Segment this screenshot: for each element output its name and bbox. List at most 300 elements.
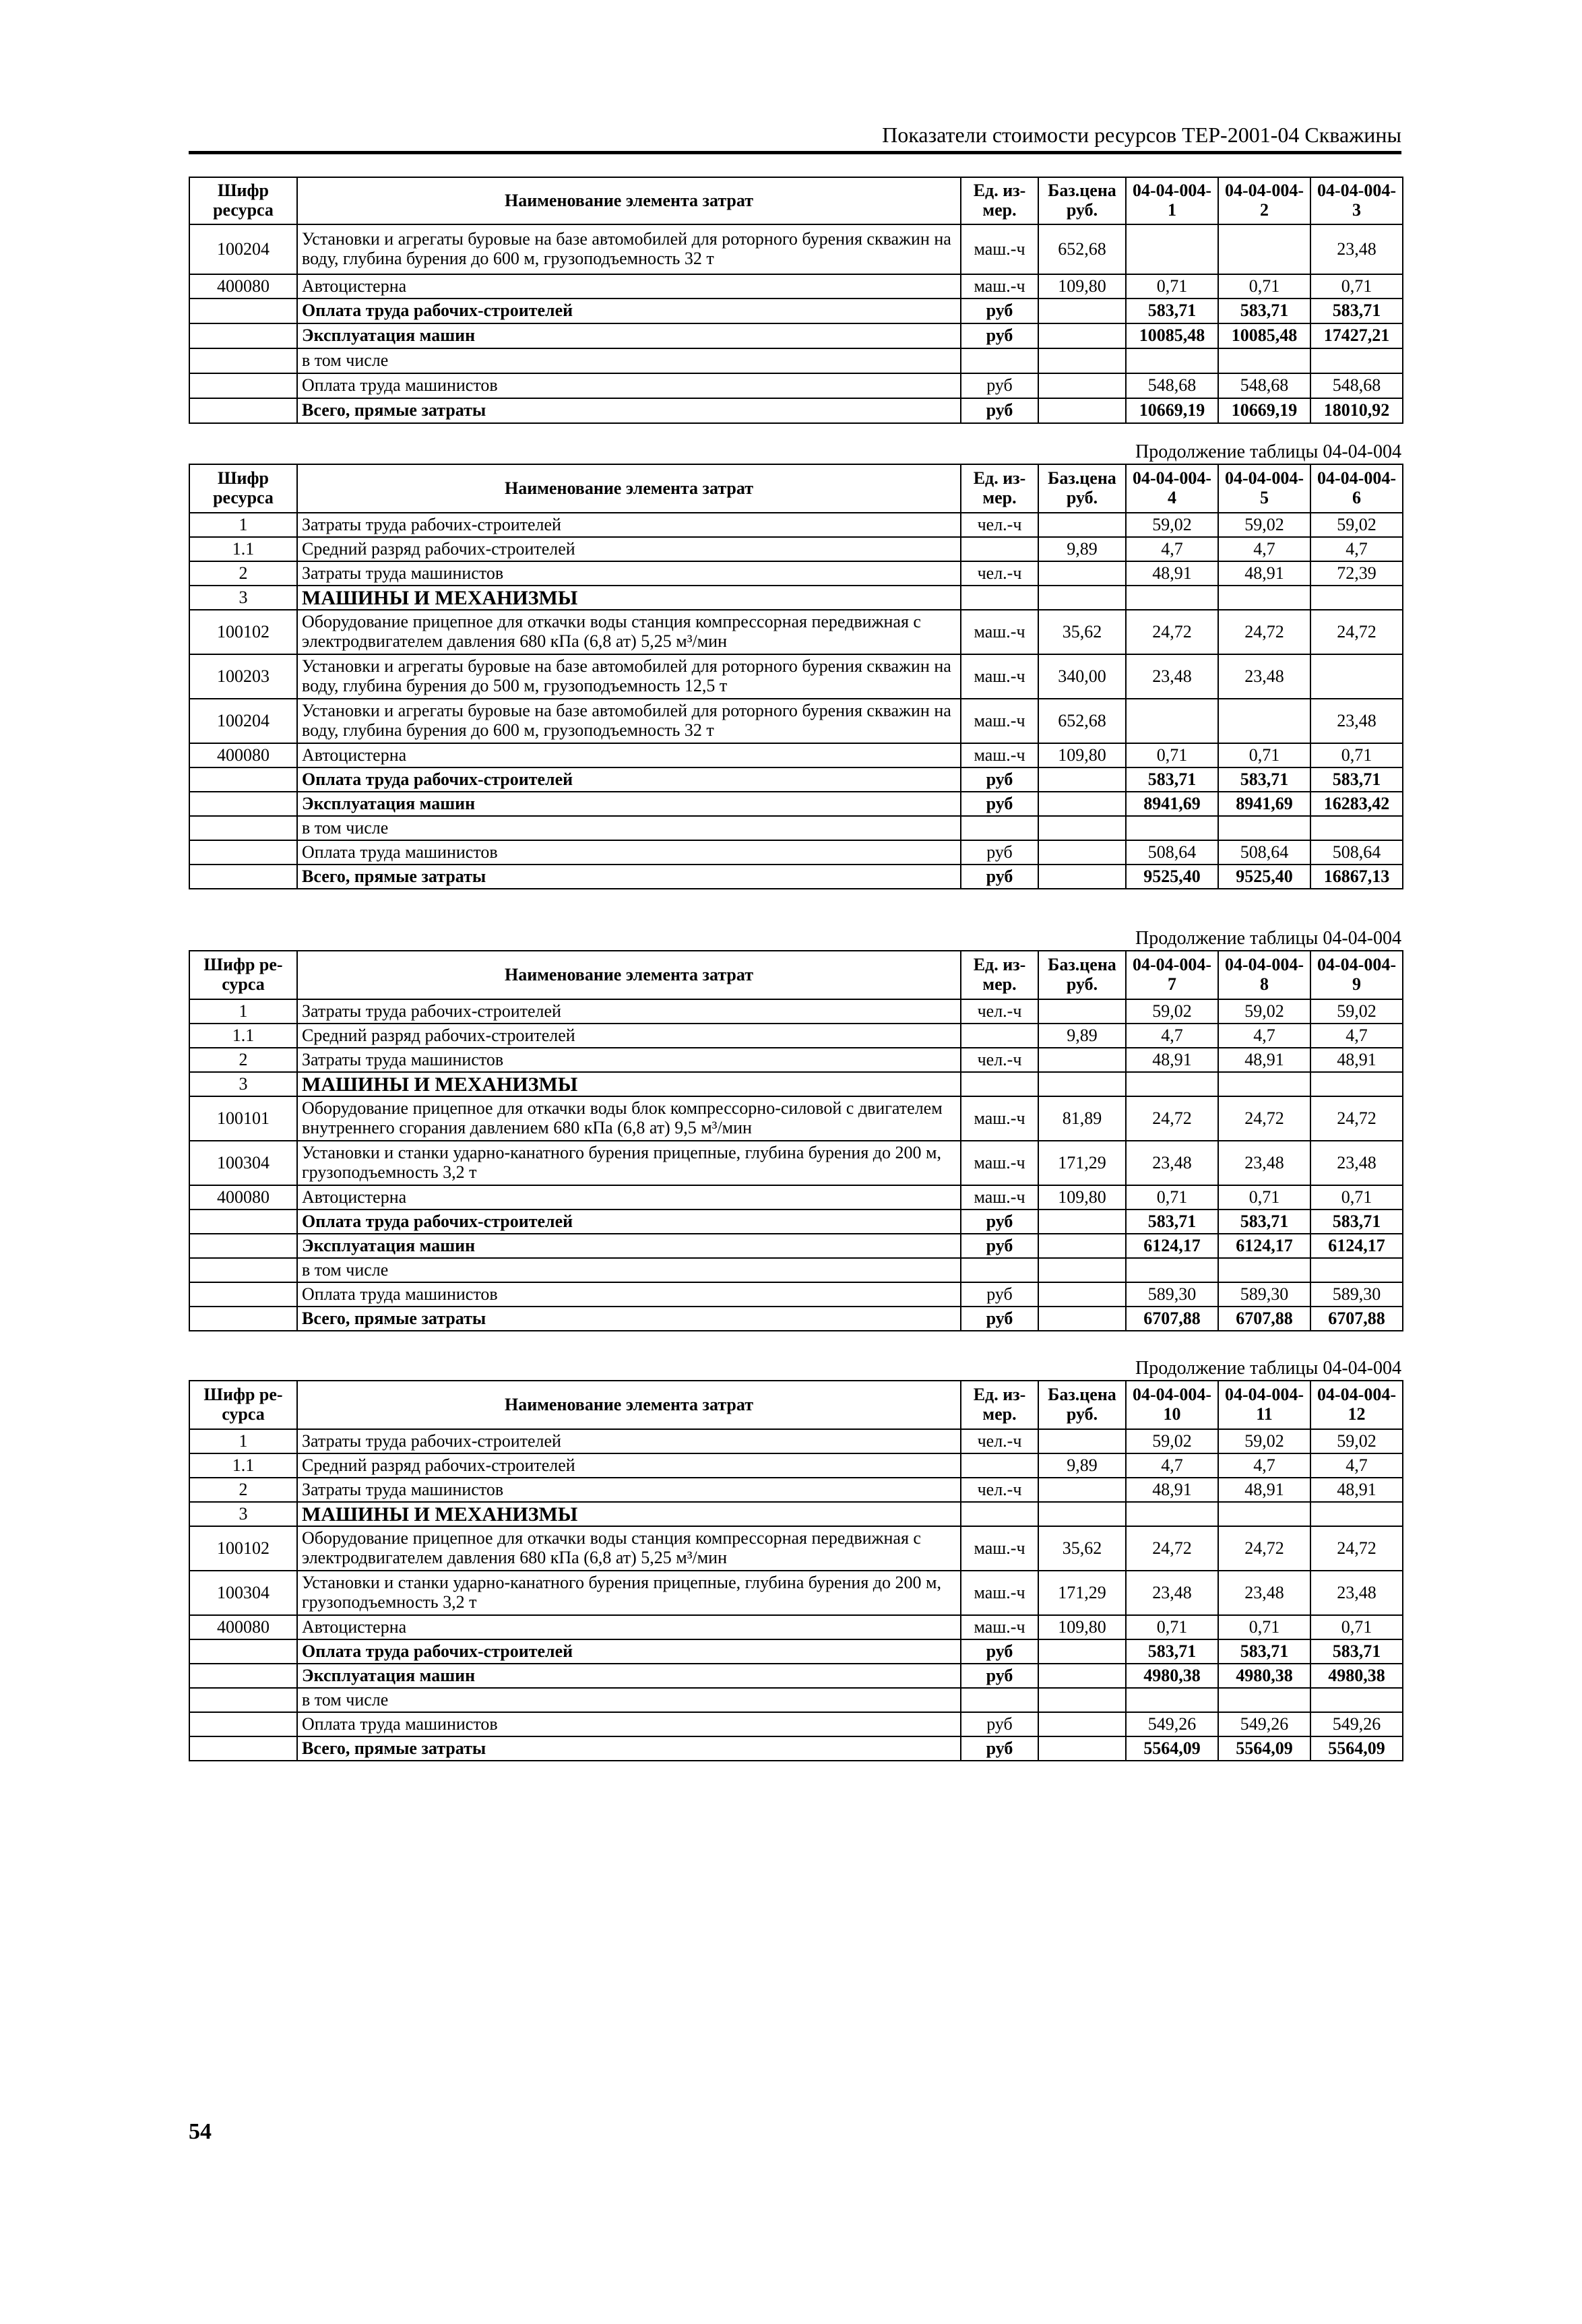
cell-name: МАШИНЫ И МЕХАНИЗМЫ xyxy=(297,1502,961,1526)
cell-value-3: 23,48 xyxy=(1310,699,1403,743)
cell-value-2: 23,48 xyxy=(1218,654,1310,699)
cell-value-3 xyxy=(1310,816,1403,840)
cell-value-1: 9525,40 xyxy=(1126,865,1218,889)
cell-price xyxy=(1038,865,1126,889)
cell-price: 652,68 xyxy=(1038,224,1126,274)
cell-unit: чел.-ч xyxy=(961,999,1038,1024)
table-row xyxy=(189,1571,1403,1615)
cell-value-1 xyxy=(1126,1072,1218,1096)
cell-code xyxy=(189,767,297,792)
cell-value-1: 59,02 xyxy=(1126,1429,1218,1453)
header-code: Шифр ресурса xyxy=(189,464,297,513)
cell-name: Установки и агрегаты буровые на базе автомобилей для роторного бурения скважин на воду, глубина бурения до 500 м, грузоподъемность 12,5 т xyxy=(297,654,961,699)
cell-value-1 xyxy=(1126,224,1218,274)
cell-value-1: 24,72 xyxy=(1126,610,1218,654)
cell-value-2: 4980,38 xyxy=(1218,1664,1310,1688)
cell-code: 100204 xyxy=(189,699,297,743)
cell-code: 400080 xyxy=(189,274,297,299)
table-row xyxy=(189,1478,1403,1502)
cell-price: 81,89 xyxy=(1038,1096,1126,1141)
cell-name: Автоцистерна xyxy=(297,743,961,767)
cell-name: Затраты труда рабочих-строителей xyxy=(297,513,961,537)
cell-value-2: 59,02 xyxy=(1218,999,1310,1024)
cell-value-1: 583,71 xyxy=(1126,1639,1218,1664)
table-row xyxy=(189,1282,1403,1307)
cell-code xyxy=(189,1234,297,1258)
cell-unit: маш.-ч xyxy=(961,743,1038,767)
cell-unit: маш.-ч xyxy=(961,1526,1038,1571)
header-row xyxy=(189,177,1403,224)
header-name: Наименование элемента затрат xyxy=(297,464,961,513)
cell-unit xyxy=(961,537,1038,561)
cell-value-3 xyxy=(1310,1258,1403,1282)
cell-unit: маш.-ч xyxy=(961,699,1038,743)
table-row xyxy=(189,999,1403,1024)
table-row xyxy=(189,1096,1403,1141)
cell-value-2: 59,02 xyxy=(1218,1429,1310,1453)
cell-price xyxy=(1038,1258,1126,1282)
cell-price xyxy=(1038,1210,1126,1234)
cell-value-1: 23,48 xyxy=(1126,654,1218,699)
cell-value-3: 548,68 xyxy=(1310,373,1403,398)
cell-code: 100102 xyxy=(189,1526,297,1571)
cell-name: Всего, прямые затраты xyxy=(297,1307,961,1331)
cell-code xyxy=(189,1210,297,1234)
cell-code: 2 xyxy=(189,1048,297,1072)
cell-value-2: 4,7 xyxy=(1218,1453,1310,1478)
header-col-2: 04-04-004-8 xyxy=(1218,951,1310,999)
cell-value-2 xyxy=(1218,1072,1310,1096)
cell-value-2: 5564,09 xyxy=(1218,1736,1310,1761)
cell-price xyxy=(1038,1664,1126,1688)
cell-value-2: 10085,48 xyxy=(1218,323,1310,348)
cell-price xyxy=(1038,323,1126,348)
cell-value-3 xyxy=(1310,348,1403,373)
cell-name: Оплата труда рабочих-строителей xyxy=(297,1210,961,1234)
cell-code: 100304 xyxy=(189,1141,297,1185)
cell-value-2 xyxy=(1218,816,1310,840)
cell-price: 109,80 xyxy=(1038,1615,1126,1639)
cell-name: в том числе xyxy=(297,348,961,373)
cell-value-3: 23,48 xyxy=(1310,1141,1403,1185)
cell-value-1 xyxy=(1126,1258,1218,1282)
cell-unit: чел.-ч xyxy=(961,561,1038,586)
header-unit: Ед. из-мер. xyxy=(961,951,1038,999)
cell-price: 171,29 xyxy=(1038,1571,1126,1615)
continuation-label: Продолжение таблицы 04-04-004 xyxy=(1135,441,1401,462)
header-col-1: 04-04-004-4 xyxy=(1126,464,1218,513)
cell-value-2: 0,71 xyxy=(1218,743,1310,767)
cell-price xyxy=(1038,999,1126,1024)
cell-value-2: 48,91 xyxy=(1218,1048,1310,1072)
header-price: Баз.цена руб. xyxy=(1038,177,1126,224)
cell-value-2: 583,71 xyxy=(1218,1639,1310,1664)
cell-price xyxy=(1038,348,1126,373)
cell-name: МАШИНЫ И МЕХАНИЗМЫ xyxy=(297,1072,961,1096)
cell-name: МАШИНЫ И МЕХАНИЗМЫ xyxy=(297,586,961,610)
cell-unit xyxy=(961,1258,1038,1282)
cell-value-3: 4,7 xyxy=(1310,537,1403,561)
cell-unit xyxy=(961,1688,1038,1712)
cell-code: 100304 xyxy=(189,1571,297,1615)
cell-value-2: 589,30 xyxy=(1218,1282,1310,1307)
header-price: Баз.цена руб. xyxy=(1038,464,1126,513)
cell-name: Оплата труда машинистов xyxy=(297,373,961,398)
cell-code xyxy=(189,323,297,348)
cell-code xyxy=(189,398,297,423)
cost-table-2 xyxy=(189,464,1403,889)
cell-value-3 xyxy=(1310,654,1403,699)
cell-code xyxy=(189,1712,297,1736)
table-row xyxy=(189,1429,1403,1453)
cell-value-3 xyxy=(1310,1688,1403,1712)
cell-value-2: 24,72 xyxy=(1218,1096,1310,1141)
cell-value-3: 59,02 xyxy=(1310,999,1403,1024)
cell-name: Средний разряд рабочих-строителей xyxy=(297,537,961,561)
cell-price: 109,80 xyxy=(1038,1185,1126,1210)
header-name: Наименование элемента затрат xyxy=(297,1381,961,1429)
cell-value-2: 48,91 xyxy=(1218,561,1310,586)
cell-name: Оплата труда рабочих-строителей xyxy=(297,1639,961,1664)
header-code: Шифр ре-сурса xyxy=(189,1381,297,1429)
cell-value-2: 24,72 xyxy=(1218,610,1310,654)
cell-value-1: 8941,69 xyxy=(1126,792,1218,816)
cell-value-1: 0,71 xyxy=(1126,274,1218,299)
cell-name: Эксплуатация машин xyxy=(297,323,961,348)
cell-value-3: 0,71 xyxy=(1310,1615,1403,1639)
cell-value-2 xyxy=(1218,1502,1310,1526)
cell-value-1: 48,91 xyxy=(1126,561,1218,586)
cell-code: 100204 xyxy=(189,224,297,274)
cell-unit: руб xyxy=(961,767,1038,792)
cell-value-2: 0,71 xyxy=(1218,1185,1310,1210)
cell-unit: руб xyxy=(961,1736,1038,1761)
cell-value-3: 18010,92 xyxy=(1310,398,1403,423)
cell-value-1: 508,64 xyxy=(1126,840,1218,865)
header-row xyxy=(189,951,1403,999)
cell-value-3: 59,02 xyxy=(1310,513,1403,537)
header-rule xyxy=(189,151,1401,154)
cell-name: в том числе xyxy=(297,1258,961,1282)
cell-code xyxy=(189,373,297,398)
header-col-1: 04-04-004-7 xyxy=(1126,951,1218,999)
cell-value-1: 4980,38 xyxy=(1126,1664,1218,1688)
cell-unit: руб xyxy=(961,1282,1038,1307)
cell-value-3: 589,30 xyxy=(1310,1282,1403,1307)
header-name: Наименование элемента затрат xyxy=(297,951,961,999)
table-row xyxy=(189,586,1403,610)
cell-price xyxy=(1038,1502,1126,1526)
cell-price xyxy=(1038,1688,1126,1712)
cell-value-1 xyxy=(1126,1502,1218,1526)
cell-name: Средний разряд рабочих-строителей xyxy=(297,1453,961,1478)
cell-value-1 xyxy=(1126,816,1218,840)
cell-value-1: 5564,09 xyxy=(1126,1736,1218,1761)
cell-price: 652,68 xyxy=(1038,699,1126,743)
cell-value-1 xyxy=(1126,699,1218,743)
cell-value-3: 16867,13 xyxy=(1310,865,1403,889)
cell-value-2: 4,7 xyxy=(1218,537,1310,561)
table-row xyxy=(189,537,1403,561)
cell-price xyxy=(1038,373,1126,398)
cell-unit: руб xyxy=(961,299,1038,323)
cell-value-3: 24,72 xyxy=(1310,1096,1403,1141)
cell-unit xyxy=(961,1453,1038,1478)
header-col-2: 04-04-004-11 xyxy=(1218,1381,1310,1429)
cell-value-2: 10669,19 xyxy=(1218,398,1310,423)
cell-value-2 xyxy=(1218,1258,1310,1282)
cell-code xyxy=(189,865,297,889)
cell-price: 9,89 xyxy=(1038,1453,1126,1478)
cell-code: 100203 xyxy=(189,654,297,699)
cell-value-1: 583,71 xyxy=(1126,1210,1218,1234)
cell-value-2: 23,48 xyxy=(1218,1141,1310,1185)
cell-price xyxy=(1038,398,1126,423)
cell-name: Затраты труда машинистов xyxy=(297,1048,961,1072)
table-row xyxy=(189,1736,1403,1761)
table-row xyxy=(189,561,1403,586)
cell-unit: маш.-ч xyxy=(961,1141,1038,1185)
cell-price xyxy=(1038,561,1126,586)
header-col-2: 04-04-004-5 xyxy=(1218,464,1310,513)
cell-code: 2 xyxy=(189,1478,297,1502)
page-number: 54 xyxy=(189,2119,212,2144)
cell-value-1: 48,91 xyxy=(1126,1478,1218,1502)
cell-value-2: 583,71 xyxy=(1218,299,1310,323)
cell-price xyxy=(1038,1282,1126,1307)
cell-value-2: 0,71 xyxy=(1218,274,1310,299)
cell-value-2: 59,02 xyxy=(1218,513,1310,537)
cell-code xyxy=(189,1736,297,1761)
cell-value-3: 4980,38 xyxy=(1310,1664,1403,1688)
cell-price: 109,80 xyxy=(1038,743,1126,767)
cell-price xyxy=(1038,767,1126,792)
cell-value-1: 583,71 xyxy=(1126,767,1218,792)
cell-price xyxy=(1038,1429,1126,1453)
cell-code: 1.1 xyxy=(189,1453,297,1478)
table-row xyxy=(189,1048,1403,1072)
cell-code xyxy=(189,1282,297,1307)
cell-value-1 xyxy=(1126,1688,1218,1712)
cell-code: 400080 xyxy=(189,1185,297,1210)
cell-name: Затраты труда машинистов xyxy=(297,561,961,586)
cell-code: 3 xyxy=(189,586,297,610)
table-row xyxy=(189,1210,1403,1234)
cost-table-1 xyxy=(189,177,1403,424)
cell-value-3: 583,71 xyxy=(1310,299,1403,323)
cell-code: 1 xyxy=(189,513,297,537)
table-row xyxy=(189,1526,1403,1571)
cell-price xyxy=(1038,1234,1126,1258)
continuation-label: Продолжение таблицы 04-04-004 xyxy=(1135,1358,1401,1379)
cell-code: 100102 xyxy=(189,610,297,654)
cell-value-2: 0,71 xyxy=(1218,1615,1310,1639)
cell-name: Оплата труда машинистов xyxy=(297,1712,961,1736)
cell-value-3: 508,64 xyxy=(1310,840,1403,865)
cell-name: Эксплуатация машин xyxy=(297,1664,961,1688)
cell-unit xyxy=(961,816,1038,840)
cell-unit: маш.-ч xyxy=(961,1185,1038,1210)
cell-value-1: 10085,48 xyxy=(1126,323,1218,348)
cell-unit: руб xyxy=(961,1210,1038,1234)
cell-code: 3 xyxy=(189,1072,297,1096)
table-row xyxy=(189,1688,1403,1712)
cell-price: 109,80 xyxy=(1038,274,1126,299)
cell-value-2: 508,64 xyxy=(1218,840,1310,865)
cell-name: Оплата труда рабочих-строителей xyxy=(297,299,961,323)
cell-name: Затраты труда рабочих-строителей xyxy=(297,999,961,1024)
cell-unit: маш.-ч xyxy=(961,654,1038,699)
header-row xyxy=(189,1381,1403,1429)
table-row xyxy=(189,1024,1403,1048)
cell-value-2: 24,72 xyxy=(1218,1526,1310,1571)
cell-value-1: 48,91 xyxy=(1126,1048,1218,1072)
cell-value-1: 549,26 xyxy=(1126,1712,1218,1736)
cell-code: 100101 xyxy=(189,1096,297,1141)
header-unit: Ед. из-мер. xyxy=(961,464,1038,513)
cell-value-3: 24,72 xyxy=(1310,610,1403,654)
cell-price: 35,62 xyxy=(1038,1526,1126,1571)
cell-unit: чел.-ч xyxy=(961,1478,1038,1502)
cell-code xyxy=(189,792,297,816)
cell-price: 9,89 xyxy=(1038,1024,1126,1048)
header-row xyxy=(189,464,1403,513)
cell-value-3: 0,71 xyxy=(1310,743,1403,767)
cell-value-3: 17427,21 xyxy=(1310,323,1403,348)
cell-value-1: 59,02 xyxy=(1126,999,1218,1024)
cell-value-1 xyxy=(1126,348,1218,373)
cell-value-3: 48,91 xyxy=(1310,1048,1403,1072)
cell-value-2: 23,48 xyxy=(1218,1571,1310,1615)
cell-unit: руб xyxy=(961,373,1038,398)
cell-name: Установки и агрегаты буровые на базе автомобилей для роторного бурения скважин на воду, глубина бурения до 600 м, грузоподъемность 32 т xyxy=(297,699,961,743)
cell-value-3: 549,26 xyxy=(1310,1712,1403,1736)
cell-price: 340,00 xyxy=(1038,654,1126,699)
cell-name: Всего, прямые затраты xyxy=(297,1736,961,1761)
table-row xyxy=(189,840,1403,865)
header-col-1: 04-04-004-1 xyxy=(1126,177,1218,224)
cell-unit: руб xyxy=(961,840,1038,865)
cell-code xyxy=(189,1307,297,1331)
table-row xyxy=(189,1072,1403,1096)
cell-value-3 xyxy=(1310,1072,1403,1096)
cell-value-2: 4,7 xyxy=(1218,1024,1310,1048)
cell-code xyxy=(189,1258,297,1282)
cell-unit: маш.-ч xyxy=(961,1571,1038,1615)
cell-code: 1 xyxy=(189,999,297,1024)
continuation-label: Продолжение таблицы 04-04-004 xyxy=(1135,928,1401,949)
cell-name: в том числе xyxy=(297,816,961,840)
header-unit: Ед. из-мер. xyxy=(961,1381,1038,1429)
table-row xyxy=(189,654,1403,699)
cell-price xyxy=(1038,1712,1126,1736)
cell-value-1: 4,7 xyxy=(1126,1024,1218,1048)
table-row xyxy=(189,224,1403,274)
cell-unit xyxy=(961,348,1038,373)
cell-unit xyxy=(961,1024,1038,1048)
cell-value-1 xyxy=(1126,586,1218,610)
table-row xyxy=(189,1712,1403,1736)
cell-value-2: 548,68 xyxy=(1218,373,1310,398)
header-price: Баз.цена руб. xyxy=(1038,951,1126,999)
cell-value-3: 6707,88 xyxy=(1310,1307,1403,1331)
cell-value-3 xyxy=(1310,1502,1403,1526)
cell-value-2: 583,71 xyxy=(1218,1210,1310,1234)
cell-code xyxy=(189,1639,297,1664)
table-row xyxy=(189,1502,1403,1526)
cell-code xyxy=(189,840,297,865)
cell-unit: маш.-ч xyxy=(961,224,1038,274)
cell-value-3: 72,39 xyxy=(1310,561,1403,586)
cell-price xyxy=(1038,1736,1126,1761)
cell-unit: руб xyxy=(961,1307,1038,1331)
cell-value-2: 6124,17 xyxy=(1218,1234,1310,1258)
header-col-3: 04-04-004-12 xyxy=(1310,1381,1403,1429)
cell-code: 1.1 xyxy=(189,1024,297,1048)
cell-unit: маш.-ч xyxy=(961,274,1038,299)
cell-unit: маш.-ч xyxy=(961,610,1038,654)
cell-value-2 xyxy=(1218,1688,1310,1712)
cell-value-3: 4,7 xyxy=(1310,1453,1403,1478)
cell-unit: руб xyxy=(961,1234,1038,1258)
cost-table-4 xyxy=(189,1380,1403,1761)
cell-value-1: 10669,19 xyxy=(1126,398,1218,423)
cell-unit: руб xyxy=(961,323,1038,348)
table-row xyxy=(189,816,1403,840)
cell-value-1: 4,7 xyxy=(1126,537,1218,561)
page-header-title: Показатели стоимости ресурсов ТЕР-2001-04 Скважины xyxy=(882,123,1401,147)
table-row xyxy=(189,398,1403,423)
cell-name: в том числе xyxy=(297,1688,961,1712)
cell-value-2 xyxy=(1218,224,1310,274)
cell-value-1: 589,30 xyxy=(1126,1282,1218,1307)
cell-unit: чел.-ч xyxy=(961,513,1038,537)
cell-value-2: 48,91 xyxy=(1218,1478,1310,1502)
cell-value-1: 0,71 xyxy=(1126,1185,1218,1210)
cell-price xyxy=(1038,1307,1126,1331)
cell-unit xyxy=(961,1072,1038,1096)
cell-name: Эксплуатация машин xyxy=(297,1234,961,1258)
header-col-3: 04-04-004-3 xyxy=(1310,177,1403,224)
cell-price xyxy=(1038,1478,1126,1502)
cell-price xyxy=(1038,840,1126,865)
table-row xyxy=(189,1615,1403,1639)
table-row xyxy=(189,865,1403,889)
table-row xyxy=(189,323,1403,348)
cell-name: Затраты труда машинистов xyxy=(297,1478,961,1502)
cell-unit: руб xyxy=(961,1639,1038,1664)
cell-price: 171,29 xyxy=(1038,1141,1126,1185)
cell-value-3: 23,48 xyxy=(1310,224,1403,274)
table-row xyxy=(189,1141,1403,1185)
cell-name: Всего, прямые затраты xyxy=(297,398,961,423)
cell-value-2 xyxy=(1218,699,1310,743)
cell-price: 9,89 xyxy=(1038,537,1126,561)
cell-value-3: 583,71 xyxy=(1310,1639,1403,1664)
cell-unit: чел.-ч xyxy=(961,1048,1038,1072)
cell-name: Затраты труда рабочих-строителей xyxy=(297,1429,961,1453)
cell-name: Всего, прямые затраты xyxy=(297,865,961,889)
cell-value-1: 24,72 xyxy=(1126,1096,1218,1141)
header-price: Баз.цена руб. xyxy=(1038,1381,1126,1429)
cell-name: Оплата труда рабочих-строителей xyxy=(297,767,961,792)
cell-value-1: 548,68 xyxy=(1126,373,1218,398)
cell-value-1: 0,71 xyxy=(1126,1615,1218,1639)
cell-price xyxy=(1038,586,1126,610)
cost-table-3 xyxy=(189,950,1403,1331)
cell-unit: маш.-ч xyxy=(961,1615,1038,1639)
cell-value-2: 9525,40 xyxy=(1218,865,1310,889)
